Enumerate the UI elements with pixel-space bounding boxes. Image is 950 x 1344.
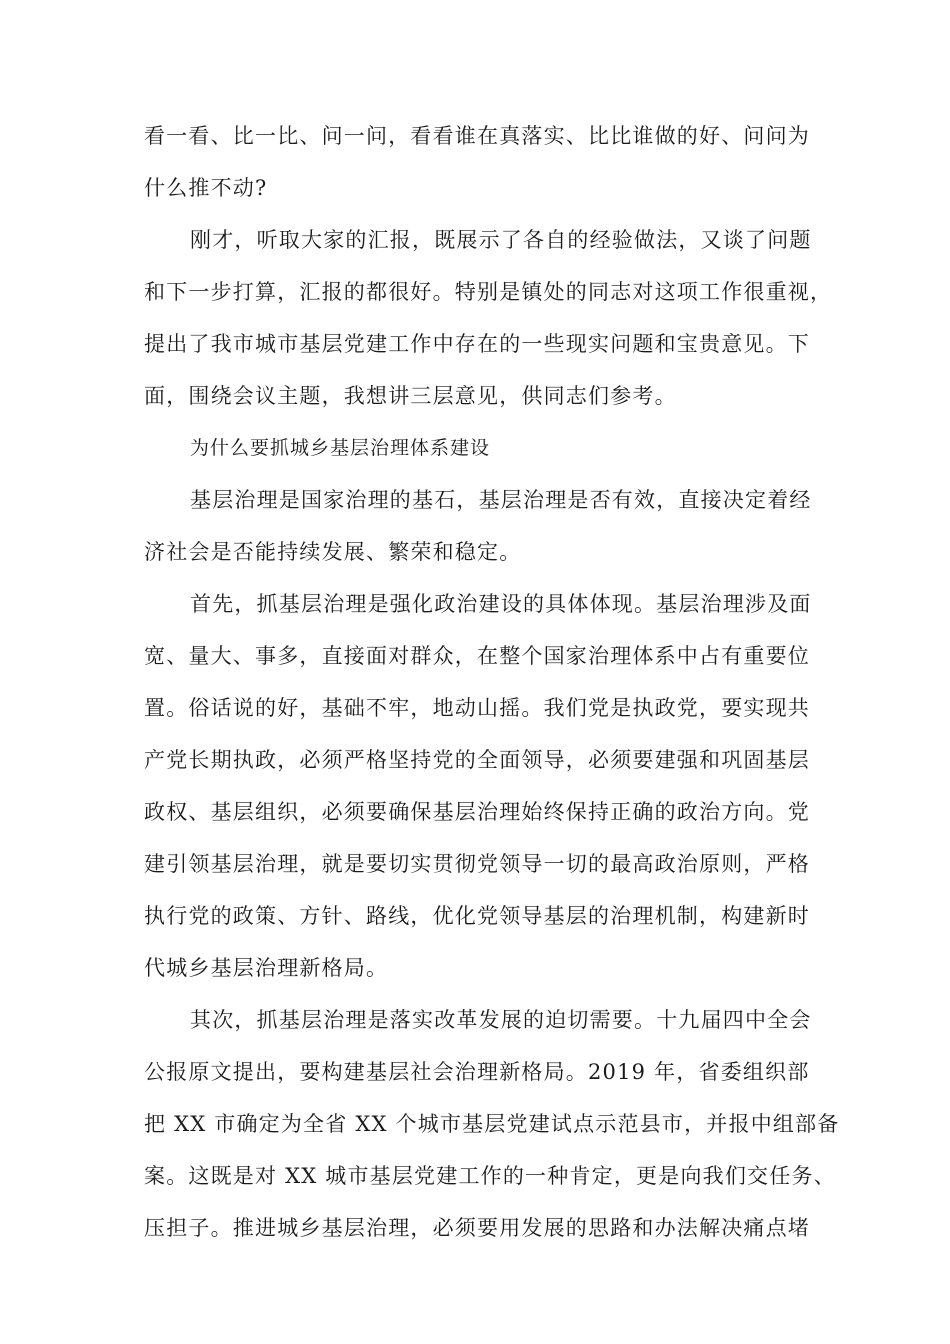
text-line: 执行党的政策、方针、路线，优化党领导基层的治理机制，构建新时	[144, 904, 810, 928]
paragraph-start-line: 首先，抓基层治理是强化政治建设的具体体现。基层治理涉及面	[190, 592, 812, 616]
text-line: 宽、量大、事多，直接面对群众，在整个国家治理体系中占有重要位	[144, 644, 810, 668]
text-line: 面，围绕会议主题，我想讲三层意见，供同志们参考。	[144, 384, 677, 408]
text-line: 产党长期执政，必须严格坚持党的全面领导，必须要建强和巩固基层	[144, 748, 810, 772]
text-line: 提出了我市城市基层党建工作中存在的一些现实问题和宝贵意见。下	[144, 332, 810, 356]
text-line: 把 XX 市确定为全省 XX 个城市基层党建试点示范县市，并报中组部备	[144, 1112, 840, 1136]
text-line: 政权、基层组织，必须要确保基层治理始终保持正确的政治方向。党	[144, 800, 810, 824]
paragraph-start-line: 其次，抓基层治理是落实改革发展的迫切需要。十九届四中全会	[190, 1008, 812, 1032]
text-line: 什么推不动?	[144, 176, 268, 200]
text-line: 建引领基层治理，就是要切实贯彻党领导一切的最高政治原则，严格	[144, 852, 810, 876]
text-line: 置。俗话说的好，基础不牢，地动山摇。我们党是执政党，要实现共	[144, 696, 810, 720]
text-line: 看一看、比一比、问一问，看看谁在真落实、比比谁做的好、问问为	[144, 124, 810, 148]
text-line: 压担子。推进城乡基层治理，必须要用发展的思路和办法解决痛点堵	[144, 1216, 810, 1240]
paragraph-start-line: 基层治理是国家治理的基石，基层治理是否有效，直接决定着经	[190, 488, 812, 512]
text-line: 代城乡基层治理新格局。	[144, 956, 389, 980]
body-text	[144, 110, 840, 1254]
paragraph-start-line: 刚才，听取大家的汇报，既展示了各自的经验做法，又谈了问题	[190, 228, 812, 252]
text-line: 济社会是否能持续发展、繁荣和稳定。	[144, 540, 522, 564]
text-line: 公报原文提出，要构建基层社会治理新格局。2019 年，省委组织部	[144, 1060, 810, 1084]
section-heading: 为什么要抓城乡基层治理体系建设	[190, 437, 491, 459]
text-line: 和下一步打算，汇报的都很好。特别是镇处的同志对这项工作很重视，	[144, 280, 833, 304]
text-line: 案。这既是对 XX 城市基层党建工作的一种肯定，更是向我们交任务、	[144, 1164, 836, 1188]
